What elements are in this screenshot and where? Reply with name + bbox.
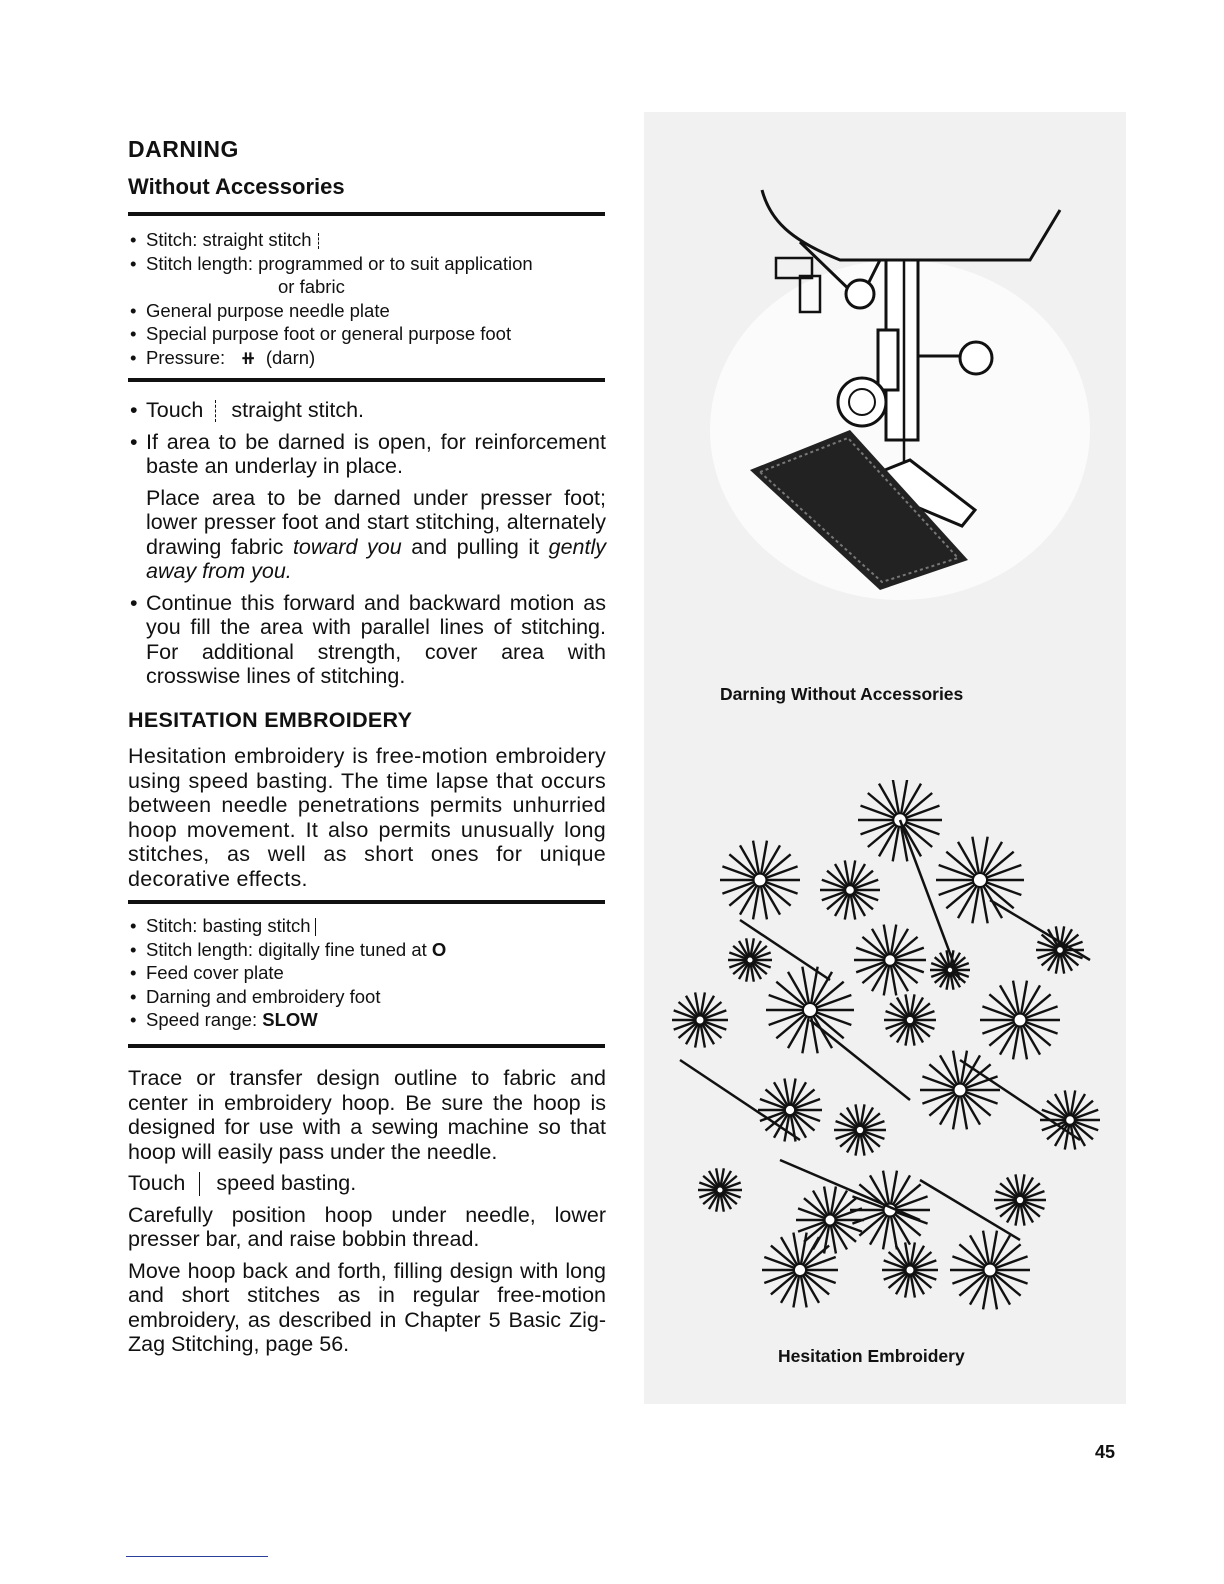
hesitation-embroidery-illustration: [660, 780, 1110, 1320]
step-baste-underlay: • If area to be darned is open, for reinforcement baste an underlay in place.: [128, 430, 606, 479]
spec-stitch-length: • Stitch length: digitally fine tuned at O: [128, 938, 608, 962]
straight-stitch-icon: [215, 400, 219, 422]
darning-spec-list: [128, 228, 608, 369]
footer-line: [126, 1556, 268, 1557]
straight-stitch-icon: [318, 233, 322, 249]
figure-caption-embroidery: Hesitation Embroidery: [778, 1346, 965, 1366]
rule-bottom-darning-specs: [128, 378, 605, 382]
rule-top-darning: [128, 212, 605, 216]
step-position-hoop: Carefully position hoop under needle, lower presser bar, and raise bobbin thread.: [128, 1202, 606, 1251]
rule-bottom-hesitation-specs: [128, 1044, 605, 1048]
step-touch-straight: • Touch straight stitch.: [128, 398, 606, 423]
step-continue-motion: • Continue this forward and backward motion as you fill the area with parallel lines of stitching. For additional strength, cover area with crosswise lines of stitching.: [128, 591, 606, 689]
spec-feed-cover: • Feed cover plate: [128, 961, 608, 985]
step-place-area: Place area to be darned under presser foot; lower presser foot and start stitching, alternately drawing fabric toward you and pulling it gently away from you.: [146, 485, 606, 583]
darning-illustration: [700, 180, 1100, 620]
darn-pressure-icon: ⧺: [240, 346, 256, 368]
spec-embroidery-foot: • Darning and embroidery foot: [128, 985, 608, 1009]
step-trace-design: Trace or transfer design outline to fabric and center in embroidery hoop. Be sure the hoop is designed for use with a sewing machine so that hoop will easily pass under the needle.: [128, 1066, 606, 1164]
spec-stitch: • Stitch: straight stitch: [128, 228, 608, 252]
step-move-hoop: Move hoop back and forth, filling design with long and short stitches as in regular free-motion embroidery, as described in Chapter 5 Basic Zig-Zag Stitching, page 56.: [128, 1258, 606, 1356]
figure-caption-darning: Darning Without Accessories: [720, 684, 964, 704]
rule-top-hesitation-specs: [128, 900, 605, 904]
section-subtitle-without-accessories: Without Accessories: [128, 174, 345, 199]
basting-stitch-icon: [315, 918, 318, 936]
step-touch-basting: Touch speed basting.: [128, 1171, 357, 1195]
section-title-darning: DARNING: [128, 136, 239, 162]
basting-stitch-icon: [199, 1172, 202, 1196]
spec-needle-plate: • General purpose needle plate: [128, 299, 608, 323]
spec-foot: • Special purpose foot or general purpose foot: [128, 322, 608, 346]
spec-pressure: • Pressure: ⧺ (darn): [128, 346, 608, 370]
section-title-hesitation: HESITATION EMBROIDERY: [128, 708, 413, 732]
hesitation-spec-list: [128, 914, 608, 1032]
spec-stitch-length: • Stitch length: programmed or to suit application or fabric: [128, 252, 608, 299]
spec-speed-range: • Speed range: SLOW: [128, 1008, 608, 1032]
spec-basting-stitch: • Stitch: basting stitch: [128, 914, 608, 938]
hesitation-intro: Hesitation embroidery is free-motion embroidery using speed basting. The time lapse that occurs between needle penetrations permits unhurried hoop movement. It also permits unusually long stitches, as well as short ones for unique decorative effects.: [128, 744, 606, 891]
hesitation-steps: [128, 1066, 606, 1364]
page-number: 45: [1095, 1442, 1116, 1462]
darning-steps: [128, 398, 606, 696]
